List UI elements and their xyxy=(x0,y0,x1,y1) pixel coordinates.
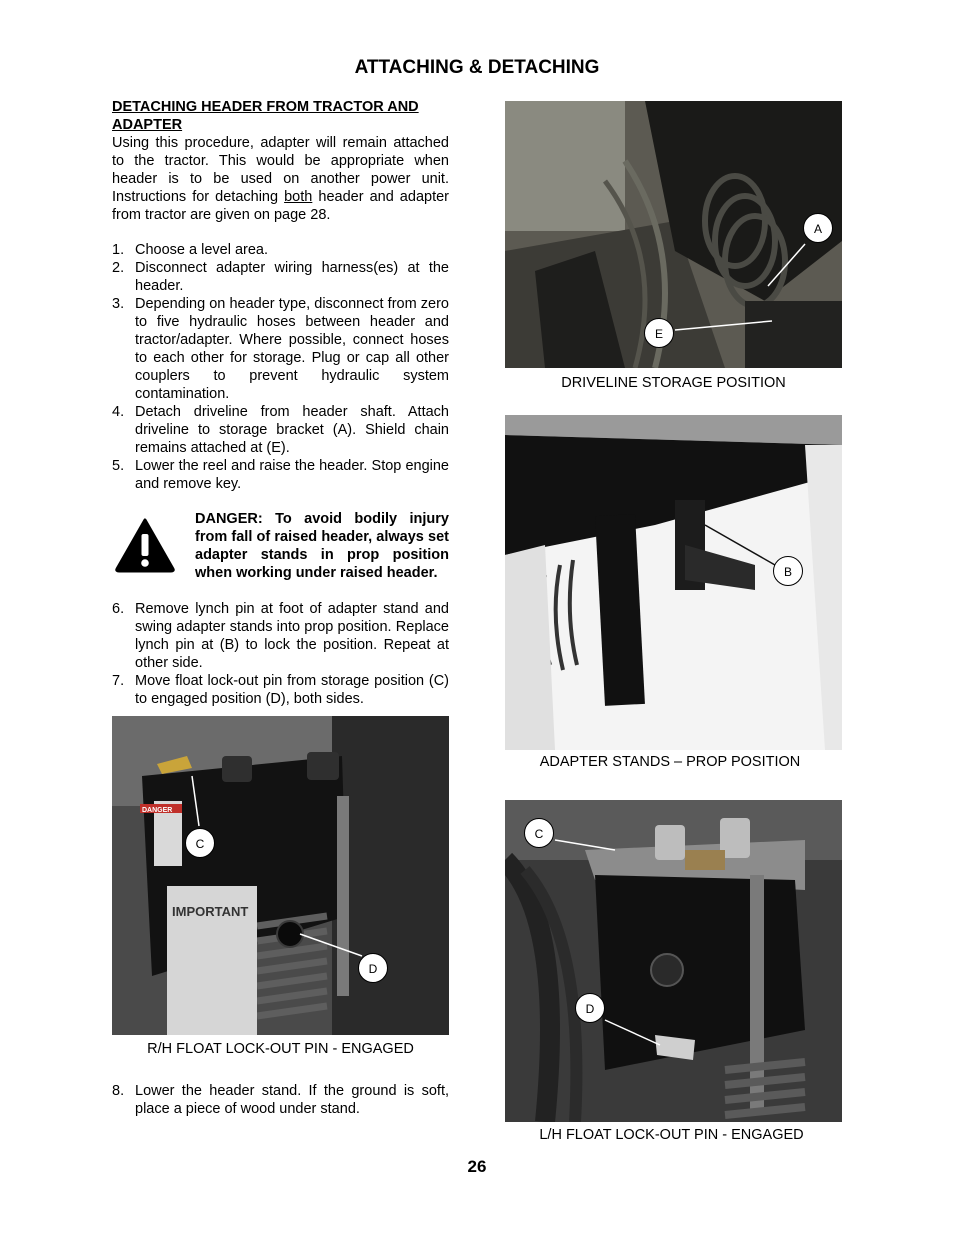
steps-list-1 xyxy=(112,241,449,493)
adapter-stands-caption: ADAPTER STANDS – PROP POSITION xyxy=(539,754,801,770)
callout-d: D xyxy=(575,993,605,1023)
step-number: 2. xyxy=(112,260,125,276)
step-item xyxy=(112,259,449,295)
steps-list-3 xyxy=(112,1082,449,1118)
steps-list-2 xyxy=(112,600,449,708)
rh-float-caption: R/H FLOAT LOCK-OUT PIN - ENGAGED xyxy=(147,1041,414,1057)
step-text: Remove lynch pin at foot of adapter stand and swing adapter stands into prop position. Replace lynch pin at (B) to lock the position. Repeat at other side. xyxy=(135,601,449,671)
important-sticker-text: IMPORTANT xyxy=(172,904,249,919)
page-title: ATTACHING & DETACHING xyxy=(354,57,600,78)
warning-triangle-icon xyxy=(114,517,176,573)
step-number: 3. xyxy=(112,296,125,312)
rh-float-photo xyxy=(112,716,449,1035)
callout-a: A xyxy=(803,213,833,243)
step-item xyxy=(112,1082,449,1118)
step-item xyxy=(112,403,449,457)
step-number: 6. xyxy=(112,601,125,617)
callout-c: C xyxy=(524,818,554,848)
page-number: 26 xyxy=(467,1157,487,1176)
intro-emphasis: both xyxy=(284,189,313,205)
danger-sticker-text: DANGER xyxy=(142,807,173,814)
callout-b: B xyxy=(773,556,803,586)
callout-d: D xyxy=(358,953,388,983)
intro-paragraph xyxy=(112,134,449,224)
callout-e: E xyxy=(644,318,674,348)
step-number: 5. xyxy=(112,458,125,474)
step-number: 8. xyxy=(112,1083,125,1099)
step-text: Depending on header type, disconnect from zero to five hydraulic hoses between header and tractor/adapter. Where possible, connect hoses to each other for storage. Plug or cap all other couplers to prevent hydraulic system contamination. xyxy=(135,296,449,402)
intro-text-after: header and adapter from tractor are given on page 28. xyxy=(112,189,449,223)
section-heading: DETACHING HEADER FROM TRACTOR AND ADAPTER xyxy=(112,99,419,133)
driveline-photo xyxy=(505,101,842,368)
step-number: 1. xyxy=(112,242,125,258)
step-text: Lower the header stand. If the ground is soft, place a piece of wood under stand. xyxy=(135,1083,449,1117)
adapter-stands-photo xyxy=(505,415,842,750)
step-text: Detach driveline from header shaft. Attach driveline to storage bracket (A). Shield chain remains attached at (E). xyxy=(135,404,449,456)
danger-notice: DANGER: To avoid bodily injury from fall of raised header, always set adapter stands in prop position when working under raised header. xyxy=(195,511,449,581)
lh-float-caption: L/H FLOAT LOCK-OUT PIN - ENGAGED xyxy=(539,1127,804,1143)
driveline-caption: DRIVELINE STORAGE POSITION xyxy=(561,375,786,391)
step-item xyxy=(112,457,449,493)
step-number: 7. xyxy=(112,673,125,689)
step-text: Lower the reel and raise the header. Stop engine and remove key. xyxy=(135,458,449,492)
step-item xyxy=(112,600,449,672)
step-item xyxy=(112,672,449,708)
lh-float-photo xyxy=(505,800,842,1122)
step-text: Move float lock-out pin from storage position (C) to engaged position (D), both sides. xyxy=(135,673,449,707)
step-item xyxy=(112,241,449,259)
intro-text-before: Using this procedure, adapter will remain attached to the tractor. This would be appropriate when header is to be used on another power unit. Instructions for detaching xyxy=(112,135,449,205)
step-text: Disconnect adapter wiring harness(es) at the header. xyxy=(135,260,449,294)
step-item xyxy=(112,295,449,403)
callout-c: C xyxy=(185,828,215,858)
step-text: Choose a level area. xyxy=(135,242,268,258)
step-number: 4. xyxy=(112,404,125,420)
